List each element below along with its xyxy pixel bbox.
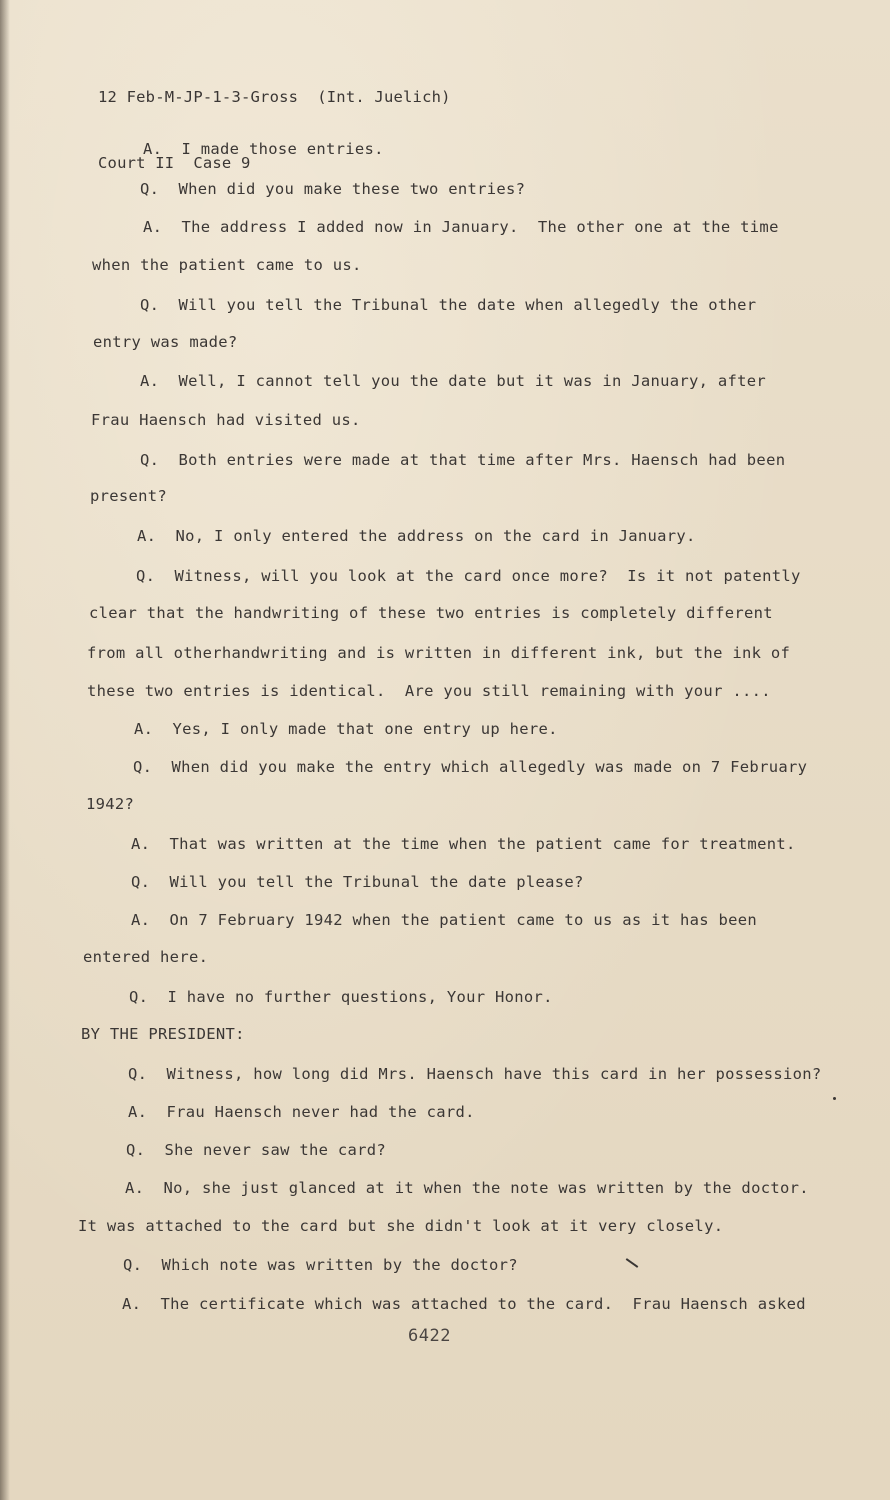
transcript-line: Q. Will you tell the Tribunal the date when allegedly the other [140, 296, 757, 314]
transcript-line: A. No, she just glanced at it when the note was written by the doctor. [125, 1179, 809, 1197]
transcript-line: these two entries is identical. Are you still remaining with your .... [87, 682, 771, 700]
transcript-line: Q. When did you make the entry which allegedly was made on 7 February [133, 758, 808, 776]
ink-dot [833, 1097, 836, 1100]
transcript-line: Frau Haensch had visited us. [91, 411, 361, 429]
transcript-line: entry was made? [93, 333, 238, 351]
transcript-line: A. I made those entries. [143, 140, 384, 158]
transcript-line: present? [90, 487, 168, 505]
transcript-line: A. The certificate which was attached to the card. Frau Haensch asked [122, 1295, 806, 1313]
section-heading: BY THE PRESIDENT: [81, 1025, 245, 1043]
transcript-line: A. Frau Haensch never had the card. [128, 1103, 475, 1121]
transcript-line: A. The address I added now in January. The other one at the time [143, 218, 779, 236]
transcript-line: Q. When did you make these two entries? [140, 180, 526, 198]
transcript-line: A. That was written at the time when the patient came for treatment. [131, 835, 796, 853]
transcript-line: Q. Witness, how long did Mrs. Haensch have this card in her possession? [128, 1065, 822, 1083]
header-line-2: Court II Case 9 [98, 154, 251, 172]
transcript-line: from all otherhandwriting and is written in different ink, but the ink of [87, 644, 791, 662]
header-line-1: 12 Feb-M-JP-1-3-Gross (Int. Juelich) [98, 88, 451, 106]
transcript-line: Q. Both entries were made at that time after Mrs. Haensch had been [140, 451, 786, 469]
transcript-line: Q. I have no further questions, Your Honor. [129, 988, 553, 1006]
transcript-line: It was attached to the card but she didn't look at it very closely. [78, 1217, 724, 1235]
transcript-line: Q. She never saw the card? [126, 1141, 387, 1159]
scan-edge-shadow [0, 0, 10, 1500]
transcript-line: Q. Witness, will you look at the card once more? Is it not patently [136, 567, 801, 585]
transcript-line: entered here. [83, 948, 209, 966]
transcript-line: Q. Which note was written by the doctor? [123, 1256, 518, 1274]
transcript-line: Q. Will you tell the Tribunal the date please? [131, 873, 584, 891]
transcript-line: A. On 7 February 1942 when the patient came to us as it has been [131, 911, 758, 929]
transcript-line: 1942? [86, 795, 135, 813]
transcript-line: when the patient came to us. [92, 256, 362, 274]
transcript-line: A. No, I only entered the address on the card in January. [137, 527, 696, 545]
transcript-line: A. Yes, I only made that one entry up here. [134, 720, 558, 738]
transcript-line: A. Well, I cannot tell you the date but it was in January, after [140, 372, 767, 390]
transcript-line: clear that the handwriting of these two entries is completely different [89, 604, 773, 622]
pen-mark [626, 1258, 639, 1268]
page-number: 6422 [408, 1326, 451, 1346]
